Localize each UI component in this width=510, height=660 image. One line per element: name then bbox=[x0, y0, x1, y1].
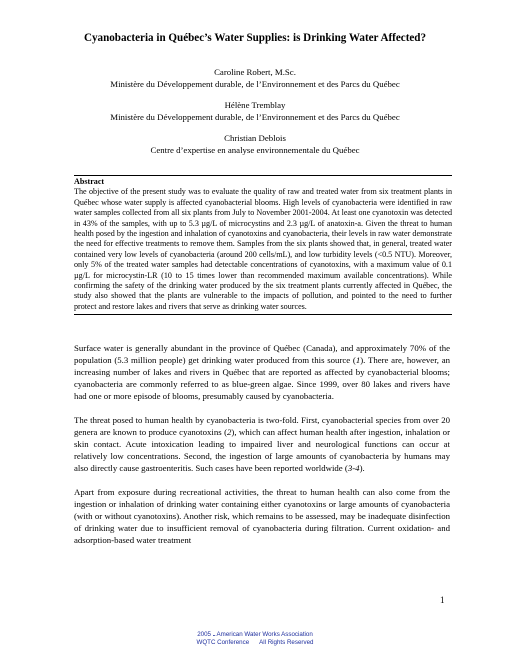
page-footer bbox=[0, 631, 510, 647]
author-entry bbox=[0, 133, 510, 156]
author-entry bbox=[0, 67, 510, 90]
body-text bbox=[74, 342, 450, 558]
paragraph-text: ), which can affect human health after ingestion, inhalation or skin contact. Acute intoxication leading to impaired liver and neurological functions can occur at relatively low concentrations. Second, the ingestion of large amounts of cyanobacteria by humans may also directly cause gastroenteritis. Such cases have been reported worldwide ( bbox=[74, 427, 450, 473]
abstract-section bbox=[74, 175, 452, 315]
citation: 3-4 bbox=[347, 463, 360, 473]
author-name: Christian Deblois bbox=[224, 133, 286, 143]
author-affiliation: Ministère du Développement durable, de l’Environnement et des Parcs du Québec bbox=[110, 111, 400, 122]
page-number: 1 bbox=[440, 595, 445, 605]
footer-separator: .. bbox=[212, 631, 216, 638]
author-affiliation: Centre d’expertise en analyse environnementale du Québec bbox=[150, 144, 360, 155]
paper-title: Cyanobacteria in Québec’s Water Supplies: is Drinking Water Affected? bbox=[83, 32, 427, 44]
paragraph-text: ). There are, however, an increasing number of lakes and rivers in Québec that are reported as affected by cyanobacterial blooms; cyanobacteria are commonly referred to as blue-green algae. Since 1999, over 80 lakes and rivers have had one or more episode of blooms, presumably caused by cyanobacteria. bbox=[74, 355, 451, 401]
author-name: Hélène Tremblay bbox=[224, 100, 286, 110]
abstract-heading: Abstract bbox=[74, 177, 105, 186]
author-name: Caroline Robert, M.Sc. bbox=[214, 67, 296, 77]
body-paragraph: Apart from exposure during recreational activities, the threat to human health can also come from the ingestion or inhalation of drinking water containing either cyanotoxins or large amounts of cyanobacteria (with or without cyanotoxins). Another risk, which remains to be assessed, may be inadequate disinfection of drinking water due to insufficient removal of cyanobacteria during filtration. Current oxidation- and adsorption-based water treatment bbox=[74, 487, 450, 545]
citation: 1 bbox=[355, 355, 361, 365]
footer-line-1 bbox=[0, 631, 510, 639]
paragraph-text: ). bbox=[359, 463, 365, 473]
author-entry bbox=[0, 100, 510, 123]
paragraph-text: Surface water is generally abundant in the province of Québec (Canada), and approximately 70% of the population (5.3 million people) get drinking water produced from this source ( bbox=[74, 343, 450, 365]
footer-year: 2005 bbox=[197, 631, 211, 638]
author-affiliation: Ministère du Développement durable, de l’Environnement et des Parcs du Québec bbox=[110, 78, 400, 89]
author-list bbox=[0, 67, 510, 166]
citation: 2 bbox=[227, 427, 232, 437]
body-paragraph bbox=[74, 342, 450, 402]
abstract-text: The objective of the present study was to evaluate the quality of raw and treated water from six treatment plants in Québec whose water supply is affected cyanobacterial blooms. High levels of cyanobacteria were identified in raw water samples collected from all six plants from July to November 2001-2004. At least one cyanotoxin was detected in 43% of the samples, with up to 5.3 µg/L of microcystins and 2.3 µg/L of anatoxin-a. Given the threat to human health posed by the ingestion and inhalation of cyanotoxins and cyanobacteria, their levels in raw water demonstrate the need for effective treatments to remove them. Samples from the six plants showed that, in general, treated water contained very low levels of cyanobacteria (around 200 cells/mL), and low turbidity levels (<0.5 NTU). Moreover, only 5% of the treated water samples had detectable concentrations of cyanotoxins, with a maximum value of 0.1 µg/L for microcystin-LR (10 to 15 times lower than recommended maximum available concentrations). While confirming the safety of the drinking water produced by the six treatment plants currently affected in Québec, the study also showed that the plants are vulnerable to the impacts of pollution, and pointed to the need to further protect and restore lakes and rivers that serve as drinking water sources. bbox=[74, 187, 452, 311]
body-paragraph bbox=[74, 414, 450, 474]
footer-line-2: WQTC Conference All Rights Reserved bbox=[196, 639, 314, 646]
footer-organization: American Water Works Association bbox=[216, 631, 313, 638]
paragraph-text: The threat posed to human health by cyanobacteria is two-fold. First, cyanobacterial species from over 20 genera are known to produce cyanotoxins ( bbox=[74, 415, 450, 437]
